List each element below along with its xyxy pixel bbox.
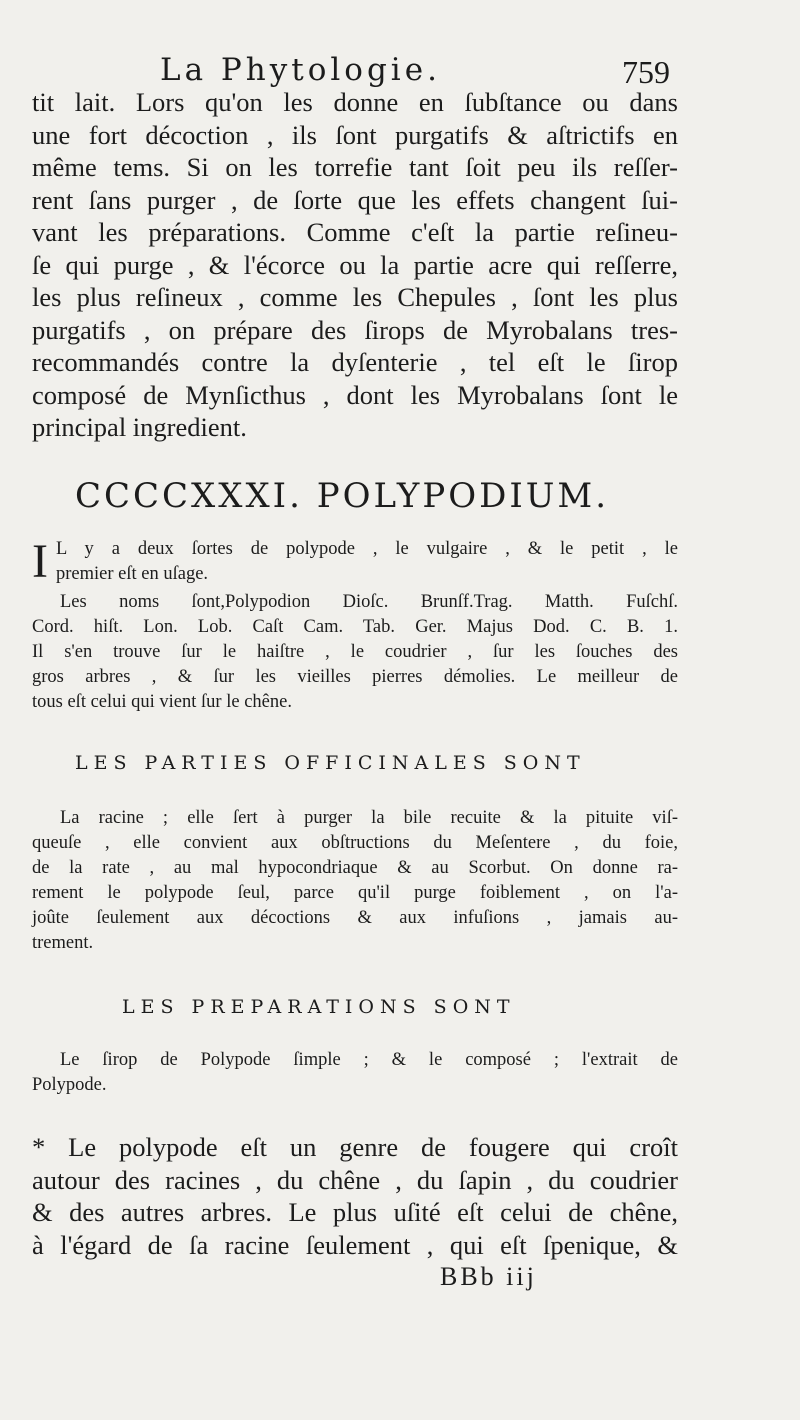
text-line: recommandés contre la dyſenterie , tel eſt le ſirop	[32, 347, 678, 377]
text-line: * Le polypode eſt un genre de fougere qui croît	[32, 1132, 678, 1162]
text-line: gros arbres , & ſur les vieilles pierres démolies. Le meilleur de	[32, 667, 678, 687]
text-line: Cord. hiſt. Lon. Lob. Caſt Cam. Tab. Ger. Majus Dod. C. B. 1.	[32, 617, 678, 637]
text-line: de la rate , au mal hypocondriaque & au Scorbut. On donne ra-	[32, 858, 678, 878]
paragraph-2	[56, 537, 678, 587]
heading-preparations: LES PREPARATIONS SONT	[122, 996, 516, 1018]
text-line: trement.	[32, 933, 94, 953]
paragraph-1	[32, 86, 678, 444]
text-line: ſe qui purge , & l'écorce ou la partie acre qui reſſerre,	[32, 249, 678, 280]
drop-cap: I	[32, 535, 48, 588]
text-line: une fort décoction , ils ſont purgatifs & aſtrictifs en	[32, 119, 678, 150]
heading-officinal-parts: LES PARTIES OFFICINALES SONT	[75, 752, 586, 774]
text-line: rent ſans purger , de ſorte que les effets changent ſui-	[32, 184, 678, 215]
paragraph-4	[32, 806, 678, 956]
text-line: Le ſirop de Polypode ſimple ; & le composé ; l'extrait de	[60, 1050, 678, 1070]
text-line: composé de Mynſicthus , dont les Myrobalans ſont le	[32, 379, 678, 410]
text-line: premier eſt en uſage.	[56, 564, 209, 584]
text-line: rement le polypode ſeul, parce qu'il purge foiblement , on l'a-	[32, 883, 678, 903]
text-line: autour des racines , du chêne , du ſapin , du coudrier	[32, 1164, 678, 1195]
running-head: La Phytologie.	[160, 52, 441, 88]
text-line: même tems. Si on les torrefie tant ſoit peu ils reſſer-	[32, 152, 678, 182]
text-line: tous eſt celui qui vient ſur le chêne.	[32, 692, 292, 712]
text-line: La racine ; elle ſert à purger la bile recuite & la pituite viſ-	[60, 808, 678, 828]
text-line: Les noms ſont,Polypodion Dioſc. Brunſf.Trag. Matth. Fuſchſ.	[60, 592, 678, 612]
section-title: CCCCXXXI. POLYPODIUM.	[75, 476, 610, 516]
text-line: queuſe , elle convient aux obſtructions du Meſentere , du foie,	[32, 833, 678, 853]
text-line: Polypode.	[32, 1075, 107, 1095]
paragraph-6	[32, 1131, 678, 1261]
text-line: Il s'en trouve ſur le haiſtre , le coudrier , ſur les ſouches des	[32, 642, 678, 662]
text-line: à l'égard de ſa racine ſeulement , qui eſt ſpenique, &	[32, 1229, 678, 1260]
text-line: vant les préparations. Comme c'eſt la partie reſineu-	[32, 217, 678, 247]
paragraph-5	[32, 1048, 678, 1098]
text-line: & des autres arbres. Le plus uſité eſt celui de chêne,	[32, 1197, 678, 1227]
text-line: purgatifs , on prépare des ſirops de Myrobalans tres-	[32, 314, 678, 345]
paragraph-3	[32, 590, 678, 715]
text-line: L y a deux ſortes de polypode , le vulgaire , & le petit , le	[56, 539, 678, 559]
text-line: principal ingredient.	[32, 412, 247, 442]
text-line: les plus reſineux , comme les Chepules , ſont les plus	[32, 282, 678, 312]
text-line: tit lait. Lors qu'on les donne en ſubſtance ou dans	[32, 87, 678, 117]
signature-mark: BBb iij	[440, 1262, 537, 1291]
text-line: joûte ſeulement aux décoctions & aux infuſions , jamais au-	[32, 908, 678, 928]
page-number: 759	[622, 54, 670, 90]
